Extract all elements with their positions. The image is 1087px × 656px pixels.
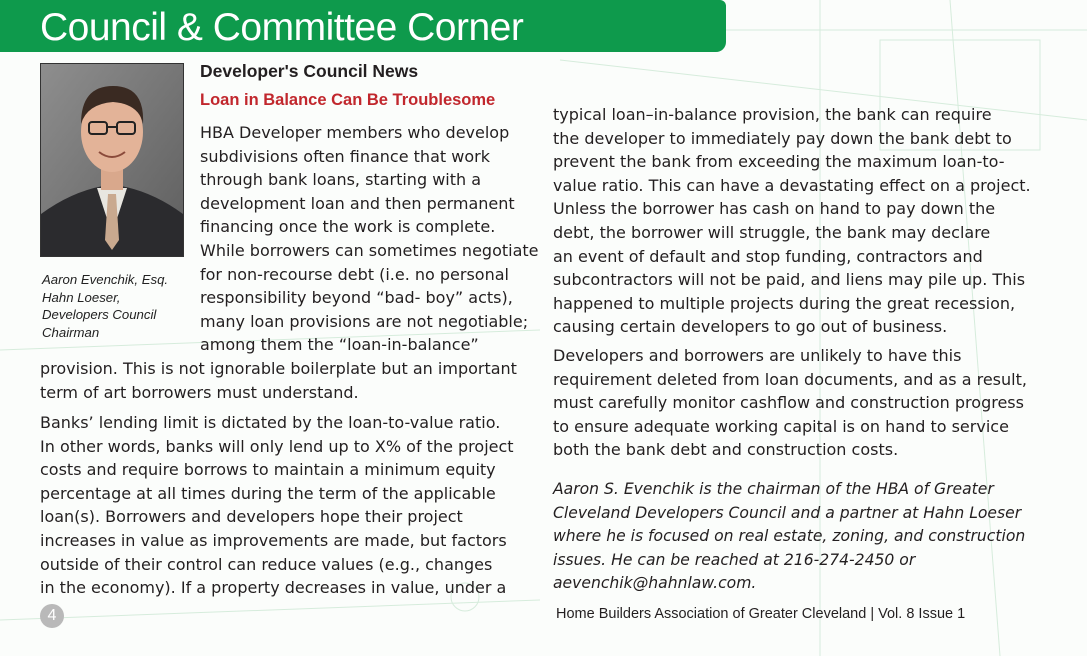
page-number: 4 [40,604,64,628]
text-line: HBA Developer members who develop [200,123,510,142]
article-paragraph-4 [553,344,1027,462]
text-line: financing once the work is complete. [200,217,496,237]
article-heading: Loan in Balance Can Be Troublesome [200,91,496,109]
author-photo [40,63,184,257]
text-line: development loan and then permanent [200,193,515,213]
text-line: among them the “loan-in-balance” [200,335,479,355]
text-line: many loan provisions are not negotiable; [200,311,529,331]
article-paragraph-1-cont [40,357,517,404]
text-line: where he is focused on real estate, zoning, and construction [553,527,1026,546]
article-paragraph-1 [200,121,539,357]
text-line: through bank loans, starting with a [200,170,482,190]
text-line: for non-recourse debt (i.e. no personal [200,264,509,284]
caption-line: Developers Council [42,307,157,322]
text-line: While borrowers can sometimes negotiate [200,240,539,260]
text-line: Developers and borrowers are unlikely to have this [553,346,962,365]
text-line: provision. This is not ignorable boilerplate but an important [40,359,517,378]
text-line: Aaron S. Evenchik is the chairman of the HBA of Greater [553,480,994,498]
text-line: value ratio. This can have a devastating effect on a project. [553,175,1031,195]
text-line: an event of default and stop funding, contractors and [553,246,983,266]
author-bio [553,478,1025,596]
text-line: costs and require borrows to maintain a minimum equity [40,460,496,480]
text-line: debt, the borrower will struggle, the bank may declare [553,222,991,242]
text-line: increases in value as improvements are made, but factors [40,530,507,550]
banner-title: Council & Committee Corner [40,6,524,49]
text-line: to ensure adequate working capital is on hand to service [553,416,1009,436]
footer-text: Home Builders Association of Greater Cleveland | Vol. 8 Issue 1 [556,606,966,622]
text-line: outside of their control can reduce values (e.g., changes [40,554,493,574]
section-heading: Developer's Council News [200,61,419,81]
text-line: term of art borrowers must understand. [40,382,359,402]
text-line: typical loan–in-balance provision, the bank can require [553,105,992,124]
article-paragraph-2 [40,411,514,600]
text-line: both the bank debt and construction costs. [553,440,899,460]
text-line: issues. He can be reached at 216-274-2450 or [553,550,916,569]
text-line: requirement deleted from loan documents, and as a result, [553,369,1027,389]
caption-line: Hahn Loeser, [42,289,121,305]
text-line: responsibility beyond “bad- boy” acts), [200,288,513,308]
text-line: aevenchik@hahnlaw.com. [553,574,757,593]
article-paragraph-3 [553,103,1031,339]
text-line: the developer to immediately pay down the bank debt to [553,128,1012,148]
text-line: happened to multiple projects during the great recession, [553,293,1016,313]
text-line: in the economy). If a property decreases in value, under a [40,578,507,598]
section-banner [0,0,726,52]
text-line: loan(s). Borrowers and developers hope their project [40,507,463,527]
text-line: Unless the borrower has cash on hand to pay down the [553,199,996,219]
text-line: Banks’ lending limit is dictated by the loan-to-value ratio. [40,413,501,432]
text-line: subcontractors will not be paid, and liens may pile up. This [553,270,1026,290]
caption-line: Chairman [42,324,100,340]
text-line: must carefully monitor cashflow and construction progress [553,393,1024,413]
text-line: percentage at all times during the term of the applicable [40,483,496,503]
text-line: causing certain developers to go out of business. [553,317,948,337]
text-line: prevent the bank from exceeding the maximum loan-to- [553,152,1005,172]
text-line: subdivisions often finance that work [200,146,490,166]
photo-caption [42,271,192,341]
text-line: Cleveland Developers Council and a partner at Hahn Loeser [553,503,1022,522]
caption-line: Aaron Evenchik, Esq. [42,272,169,287]
text-line: In other words, banks will only lend up to X% of the project [40,436,514,456]
